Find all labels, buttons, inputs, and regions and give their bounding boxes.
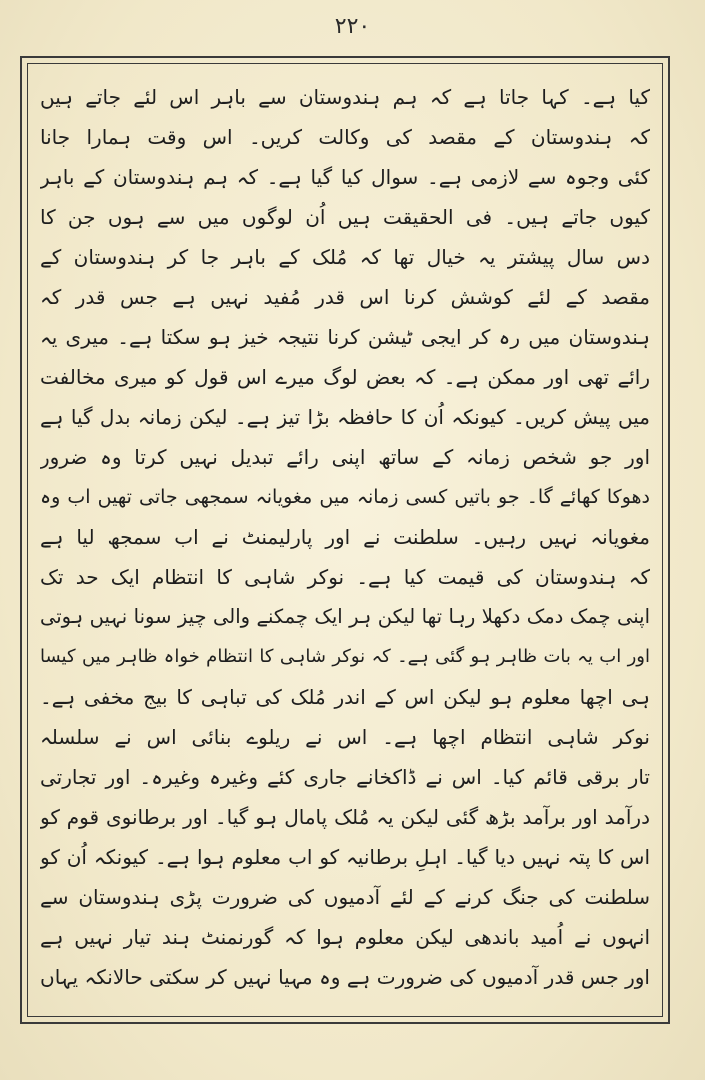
text-line: کہ ہندوستان کے مقصد کی وکالت کریں۔ اس وقت ہمارا جانا — [40, 125, 650, 149]
text-line: اور جو شخص زمانہ کے ساتھ اپنی رائے تبدیل نہیں کرتا وہ ضرور — [40, 445, 650, 469]
body-text — [40, 78, 650, 1008]
text-line: میں پیش کریں۔ کیونکہ اُن کا حافظہ بڑا تیز ہے۔ لیکن زمانہ بدل گیا ہے — [40, 405, 650, 429]
text-line: دھوکا کھائے گا۔ جو باتیں کسی زمانہ میں مغویانہ سمجھی جاتی تھیں اب وہ — [40, 486, 650, 508]
page-number: ۲۲۰ — [334, 14, 371, 39]
text-line: ہندوستان میں رہ کر ایجی ٹیشن کرنا نتیجہ خیز ہو سکتا ہے۔ میری یہ — [40, 325, 650, 349]
text-line: انہوں نے اُمید باندھی لیکن معلوم ہوا کہ گورنمنٹ ہند تیار نہیں ہے — [40, 925, 650, 949]
text-line: مغویانہ نہیں رہیں۔ سلطنت نے اور پارلیمنٹ نے اب سمجھ لیا ہے — [40, 525, 650, 549]
text-line: اس کا پتہ نہیں دیا گیا۔ اہلِ برطانیہ کو اب معلوم ہوا ہے۔ کیونکہ اُن کو — [40, 845, 650, 869]
text-line: رائے تھی اور ممکن ہے۔ کہ بعض لوگ میرے اس قول کو میری مخالفت — [40, 365, 650, 389]
text-line: اپنی چمک دمک دکھلا رہا تھا لیکن ہر ایک چمکنے والی چیز سونا نہیں ہوتی — [40, 605, 650, 628]
text-line: درآمد اور برآمد بڑھ گئی لیکن یہ مُلک پامال ہو گیا۔ اور برطانوی قوم کو — [40, 805, 650, 829]
text-line: تار برقی قائم کیا۔ اس نے ڈاکخانے جاری کئے وغیرہ وغیرہ۔ اور تجارتی — [40, 765, 650, 789]
text-line: مقصد کے لئے کوشش کرنا اس قدر مُفید نہیں ہے جس قدر کہ — [40, 285, 650, 309]
text-line: کیا ہے۔ کہا جاتا ہے کہ ہم ہندوستان سے باہر اس لئے جاتے ہیں — [40, 85, 650, 109]
text-line: کیوں جاتے ہیں۔ فی الحقیقت ہیں اُن لوگوں میں سے ہوں جن کا — [40, 205, 650, 229]
text-line: سلطنت کی جنگ کرنے کے لئے آدمیوں کی ضرورت پڑی ہندوستان سے — [40, 885, 650, 909]
text-line: ہی اچھا معلوم ہو لیکن اس کے اندر مُلک کی تباہی کا بیج مخفی ہے۔ — [40, 685, 650, 709]
text-line: اور جس قدر آدمیوں کی ضرورت ہے وہ مہیا نہیں کر سکتی حالانکہ یہاں — [40, 965, 650, 989]
page-border — [20, 56, 670, 1024]
text-line: دس سال پیشتر یہ خیال تھا کہ مُلک کے باہر جا کر ہندوستان کے — [40, 245, 650, 269]
text-line: کہ ہندوستان کی قیمت کیا ہے۔ نوکر شاہی کا انتظام ایک حد تک — [40, 565, 650, 589]
text-line: اور اب یہ بات ظاہر ہو گئی ہے۔ کہ نوکر شاہی کا انتظام خواہ ظاہر میں کیسا — [40, 646, 650, 667]
text-line: نوکر شاہی انتظام اچھا ہے۔ اس نے ریلوے بنائی اس نے سلسلہ — [40, 725, 650, 749]
text-line: کئی وجوہ سے لازمی ہے۔ سوال کیا گیا ہے۔ کہ ہم ہندوستان کے باہر — [40, 165, 650, 189]
